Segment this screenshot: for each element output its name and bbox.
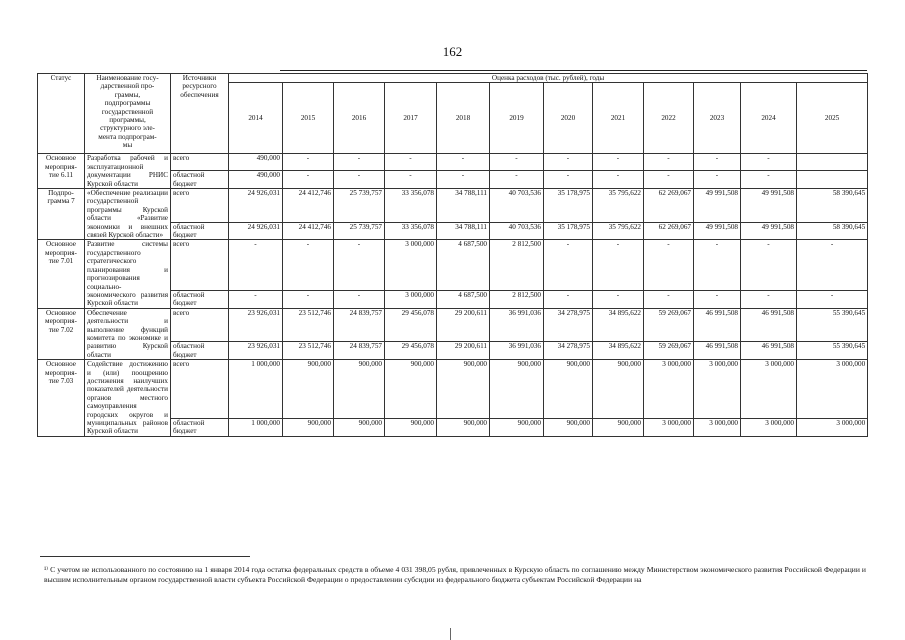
value-cell-2014: 24 926,031 [229,189,283,223]
value-cell-2015: - [283,154,334,171]
row-name: Обеспечение деятельности и выполнение функций комитета по экономике и развитию Курской области [85,308,171,359]
value-cell-2017: 33 356,078 [385,222,437,240]
row-source: всего [171,154,229,171]
value-cell-2019: 900,000 [490,419,544,437]
row-status: Основное мероприя- тие 7.03 [38,360,85,437]
row-source: областной бюджет [171,222,229,240]
footnote-rule [40,556,250,557]
value-cell-2014: 490,000 [229,154,283,171]
col-name: Наименование госу- дарственной про- граммы, подпрограммы государственной программы, структурного эле- мента подпрограм- мы [85,74,171,154]
row-status: Подпро- грамма 7 [38,189,85,240]
value-cell-2016: - [334,171,385,189]
value-cell-2025: 55 390,645 [797,342,868,360]
footnote: ¹⁾ С учетом не использованного по состоянию на 1 января 2014 года остатка федеральных средств в объеме 4 031 398,05 рубля, привлеченных в Курскую область по соглашению между Министерством экономического развития Российской Федерации и высшим исполнительным органом государственной власти субъекта Российской Федерации о предоставлении субсидии из федерального бюджета субъектам Российской Федерации на [44,565,866,584]
value-cell-2018: - [437,171,490,189]
value-cell-2017: - [385,154,437,171]
value-cell-2025: - [797,240,868,290]
value-cell-2023: 49 991,508 [694,189,741,223]
year-header-2021: 2021 [593,83,644,154]
value-cell-2021: 34 895,622 [593,308,644,342]
value-cell-2019: 36 991,036 [490,308,544,342]
value-cell-2015: 900,000 [283,360,334,419]
col-estimate: Оценка расходов (тыс. рублей), годы [229,74,868,83]
value-cell-2022: - [644,240,694,290]
value-cell-2016: 900,000 [334,419,385,437]
value-cell-2022: 62 269,067 [644,222,694,240]
value-cell-2015: - [283,171,334,189]
page-number: 162 [442,44,463,59]
value-cell-2014: 490,000 [229,171,283,189]
value-cell-2020: 35 178,975 [544,222,593,240]
row-name: Разработка рабочей и эксплуатационной документации РНИС Курской области [85,154,171,189]
value-cell-2015: 24 412,746 [283,222,334,240]
value-cell-2018: - [437,154,490,171]
value-cell-2014: 24 926,031 [229,222,283,240]
value-cell-2022: - [644,171,694,189]
value-cell-2020: 35 178,975 [544,189,593,223]
value-cell-2024: 49 991,508 [741,189,797,223]
row-source: всего [171,189,229,223]
value-cell-2014: - [229,290,283,308]
value-cell-2025: 58 390,645 [797,222,868,240]
value-cell-2021: 35 795,622 [593,189,644,223]
table-row [38,360,868,419]
row-source: всего [171,240,229,290]
value-cell-2024: - [741,171,797,189]
value-cell-2018: 29 200,611 [437,342,490,360]
value-cell-2014: 23 926,031 [229,308,283,342]
row-name: «Обеспечение реализации государственной программы Курской области «Развитие экономики и внешних связей Курской области» [85,189,171,240]
row-name: Содействие достижению и (или) поощрению достижения наилучших показателей деятельности органов местного самоуправления городских округов и муниципальных районов Курской области [85,360,171,437]
table-row [38,189,868,223]
value-cell-2018: 34 788,111 [437,222,490,240]
value-cell-2024: 46 991,508 [741,308,797,342]
value-cell-2025: 3 000,000 [797,360,868,419]
value-cell-2016: - [334,240,385,290]
row-status: Основное мероприя- тие 6.11 [38,154,85,189]
value-cell-2024: - [741,240,797,290]
value-cell-2014: 1 000,000 [229,360,283,419]
row-source: областной бюджет [171,419,229,437]
value-cell-2017: 900,000 [385,419,437,437]
value-cell-2022: - [644,290,694,308]
value-cell-2016: 25 739,757 [334,189,385,223]
year-header-2019: 2019 [490,83,544,154]
value-cell-2024: - [741,154,797,171]
value-cell-2016: 900,000 [334,360,385,419]
value-cell-2024: 46 991,508 [741,342,797,360]
year-header-2020: 2020 [544,83,593,154]
row-source: областной бюджет [171,290,229,308]
value-cell-2024: 3 000,000 [741,419,797,437]
row-source: всего [171,360,229,419]
value-cell-2018: 34 788,111 [437,189,490,223]
value-cell-2023: 3 000,000 [694,360,741,419]
value-cell-2016: 25 739,757 [334,222,385,240]
year-header-2017: 2017 [385,83,437,154]
value-cell-2017: - [385,171,437,189]
value-cell-2023: - [694,290,741,308]
value-cell-2018: 4 687,500 [437,290,490,308]
year-header-2015: 2015 [283,83,334,154]
value-cell-2025 [797,154,868,171]
value-cell-2019: 900,000 [490,360,544,419]
value-cell-2016: 24 839,757 [334,342,385,360]
value-cell-2019: 36 991,036 [490,342,544,360]
table-row [38,154,868,171]
year-header-2014: 2014 [229,83,283,154]
value-cell-2020: - [544,290,593,308]
value-cell-2020: 34 278,975 [544,342,593,360]
value-cell-2020: 34 278,975 [544,308,593,342]
col-status: Статус [38,74,85,154]
value-cell-2015: 900,000 [283,419,334,437]
value-cell-2020: - [544,240,593,290]
year-header-2016: 2016 [334,83,385,154]
value-cell-2025: 58 390,645 [797,189,868,223]
value-cell-2015: 23 512,746 [283,342,334,360]
value-cell-2021: 35 795,622 [593,222,644,240]
year-header-2018: 2018 [437,83,490,154]
table-row [38,308,868,342]
value-cell-2019: - [490,154,544,171]
page-edge [450,628,451,640]
value-cell-2022: 59 269,067 [644,308,694,342]
value-cell-2022: - [644,154,694,171]
value-cell-2021: 900,000 [593,360,644,419]
value-cell-2023: - [694,154,741,171]
value-cell-2019: 2 812,500 [490,290,544,308]
value-cell-2017: 29 456,078 [385,342,437,360]
value-cell-2014: - [229,240,283,290]
value-cell-2022: 62 269,067 [644,189,694,223]
value-cell-2021: 34 895,622 [593,342,644,360]
value-cell-2014: 1 000,000 [229,419,283,437]
row-source: областной бюджет [171,342,229,360]
value-cell-2023: - [694,240,741,290]
value-cell-2018: 900,000 [437,419,490,437]
value-cell-2025: - [797,290,868,308]
value-cell-2017: 3 000,000 [385,290,437,308]
value-cell-2019: 40 703,536 [490,189,544,223]
value-cell-2025 [797,171,868,189]
value-cell-2023: 46 991,508 [694,308,741,342]
value-cell-2021: - [593,171,644,189]
year-header-2022: 2022 [644,83,694,154]
value-cell-2015: - [283,290,334,308]
value-cell-2017: 29 456,078 [385,308,437,342]
value-cell-2022: 59 269,067 [644,342,694,360]
year-header-2023: 2023 [694,83,741,154]
value-cell-2024: 49 991,508 [741,222,797,240]
value-cell-2023: 3 000,000 [694,419,741,437]
row-source: областной бюджет [171,171,229,189]
top-rule [280,70,867,71]
value-cell-2021: - [593,240,644,290]
value-cell-2019: - [490,171,544,189]
value-cell-2017: 3 000,000 [385,240,437,290]
value-cell-2017: 33 356,078 [385,189,437,223]
value-cell-2014: 23 926,031 [229,342,283,360]
value-cell-2025: 55 390,645 [797,308,868,342]
value-cell-2020: 900,000 [544,419,593,437]
value-cell-2022: 3 000,000 [644,360,694,419]
value-cell-2015: 24 412,746 [283,189,334,223]
value-cell-2018: 4 687,500 [437,240,490,290]
row-status: Основное мероприя- тие 7.01 [38,240,85,308]
value-cell-2023: 46 991,508 [694,342,741,360]
value-cell-2020: 900,000 [544,360,593,419]
value-cell-2017: 900,000 [385,360,437,419]
row-source: всего [171,308,229,342]
value-cell-2024: 3 000,000 [741,360,797,419]
value-cell-2015: 23 512,746 [283,308,334,342]
value-cell-2022: 3 000,000 [644,419,694,437]
table-body [38,154,868,436]
col-sources: Источники ресурсного обеспечения [171,74,229,154]
budget-table [37,73,868,437]
year-header-2024: 2024 [741,83,797,154]
value-cell-2025: 3 000,000 [797,419,868,437]
value-cell-2020: - [544,154,593,171]
value-cell-2019: 40 703,536 [490,222,544,240]
value-cell-2015: - [283,240,334,290]
value-cell-2023: 49 991,508 [694,222,741,240]
value-cell-2016: - [334,290,385,308]
value-cell-2016: 24 839,757 [334,308,385,342]
value-cell-2016: - [334,154,385,171]
row-name: Развитие системы государственного стратегического планирования и прогнозирования социально-экономического развития Курской области [85,240,171,308]
value-cell-2023: - [694,171,741,189]
value-cell-2018: 29 200,611 [437,308,490,342]
value-cell-2021: - [593,290,644,308]
value-cell-2020: - [544,171,593,189]
table-row [38,240,868,290]
row-status: Основное мероприя- тие 7.02 [38,308,85,359]
value-cell-2018: 900,000 [437,360,490,419]
value-cell-2021: 900,000 [593,419,644,437]
value-cell-2021: - [593,154,644,171]
value-cell-2019: 2 812,500 [490,240,544,290]
year-header-2025: 2025 [797,83,868,154]
value-cell-2024: - [741,290,797,308]
